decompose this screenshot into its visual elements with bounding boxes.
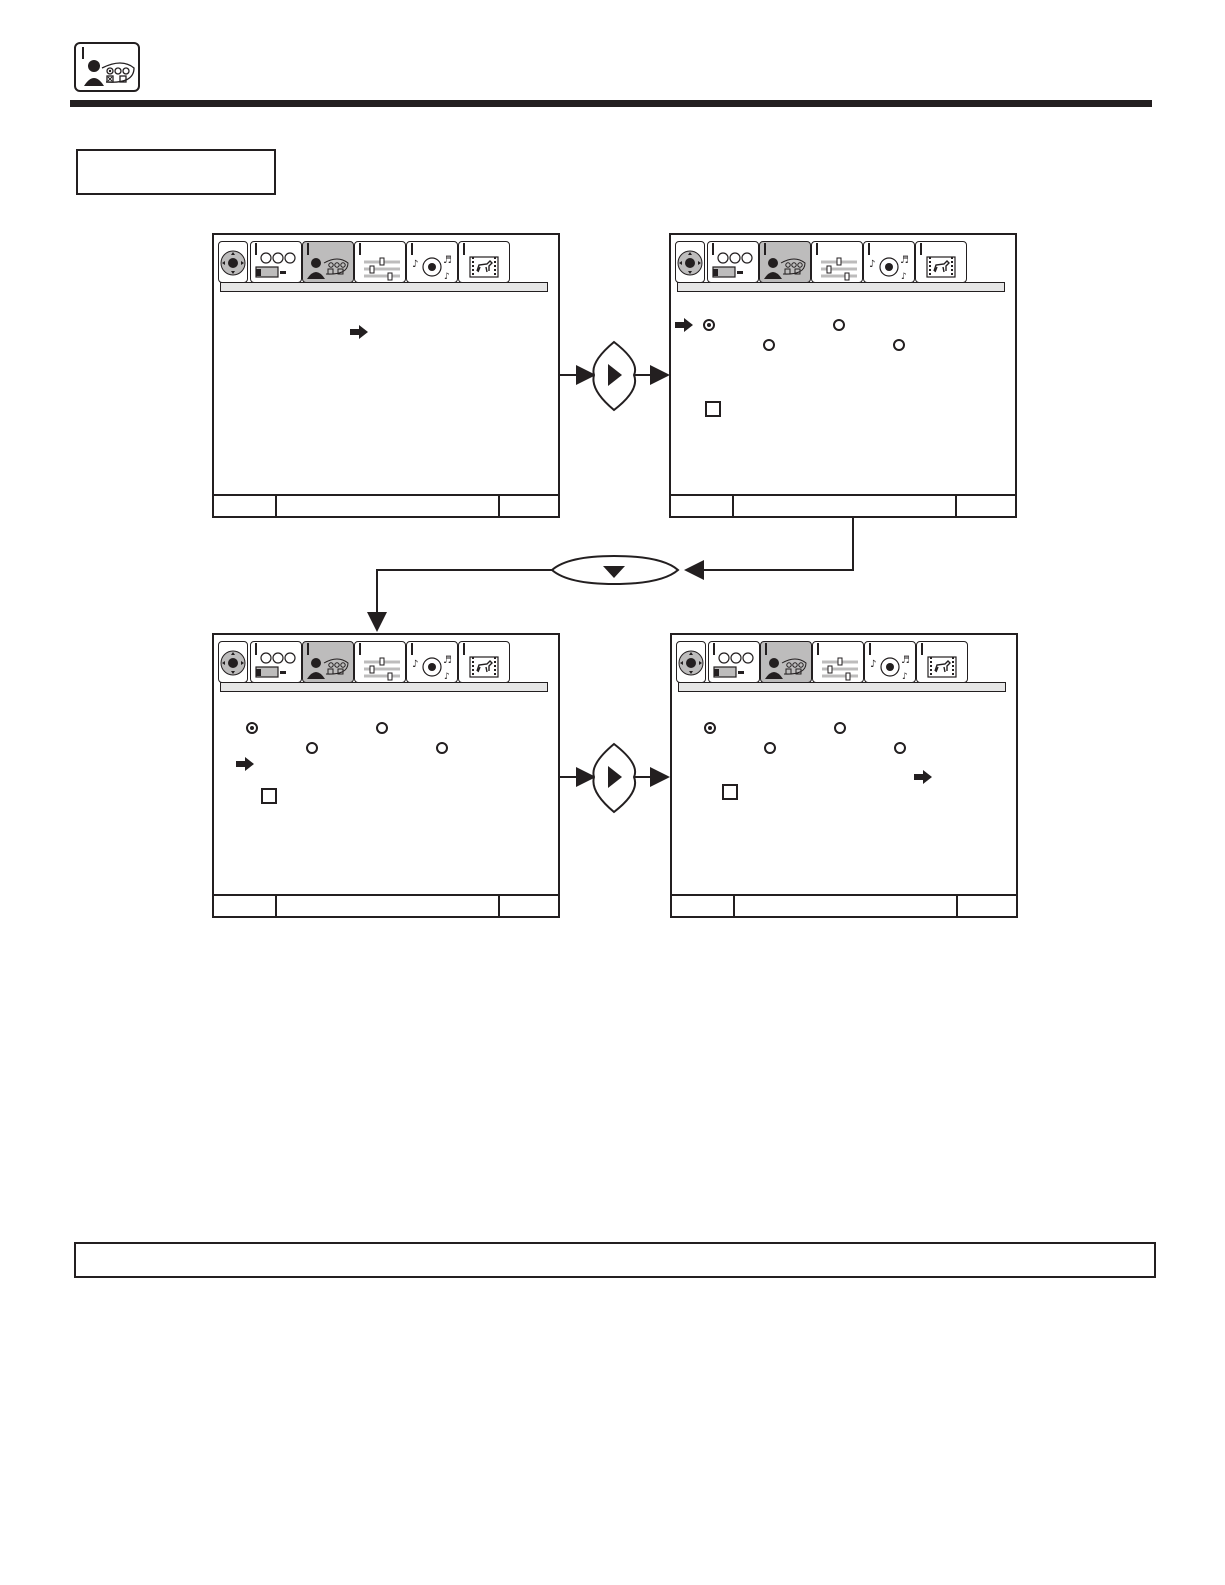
svg-text:♪: ♪ [901, 272, 907, 282]
flow-arrow [377, 570, 552, 630]
svg-text:♬: ♬ [443, 655, 452, 666]
svg-text:♪: ♪ [444, 672, 450, 682]
right-arrow-button-icon [593, 744, 635, 812]
svg-text:♬: ♬ [901, 655, 910, 666]
svg-text:♬: ♬ [443, 255, 452, 266]
note-box [74, 1242, 1156, 1278]
svg-text:♪: ♪ [412, 259, 419, 270]
svg-text:♪: ♪ [444, 272, 450, 282]
svg-text:♪: ♪ [902, 672, 908, 682]
flow-arrow [686, 518, 853, 570]
svg-text:♪: ♪ [869, 259, 876, 270]
svg-text:♬: ♬ [900, 255, 909, 266]
svg-text:♪: ♪ [412, 659, 419, 670]
down-arrow-button-icon [552, 556, 678, 584]
svg-text:♪: ♪ [870, 659, 877, 670]
right-arrow-button-icon [593, 342, 635, 410]
